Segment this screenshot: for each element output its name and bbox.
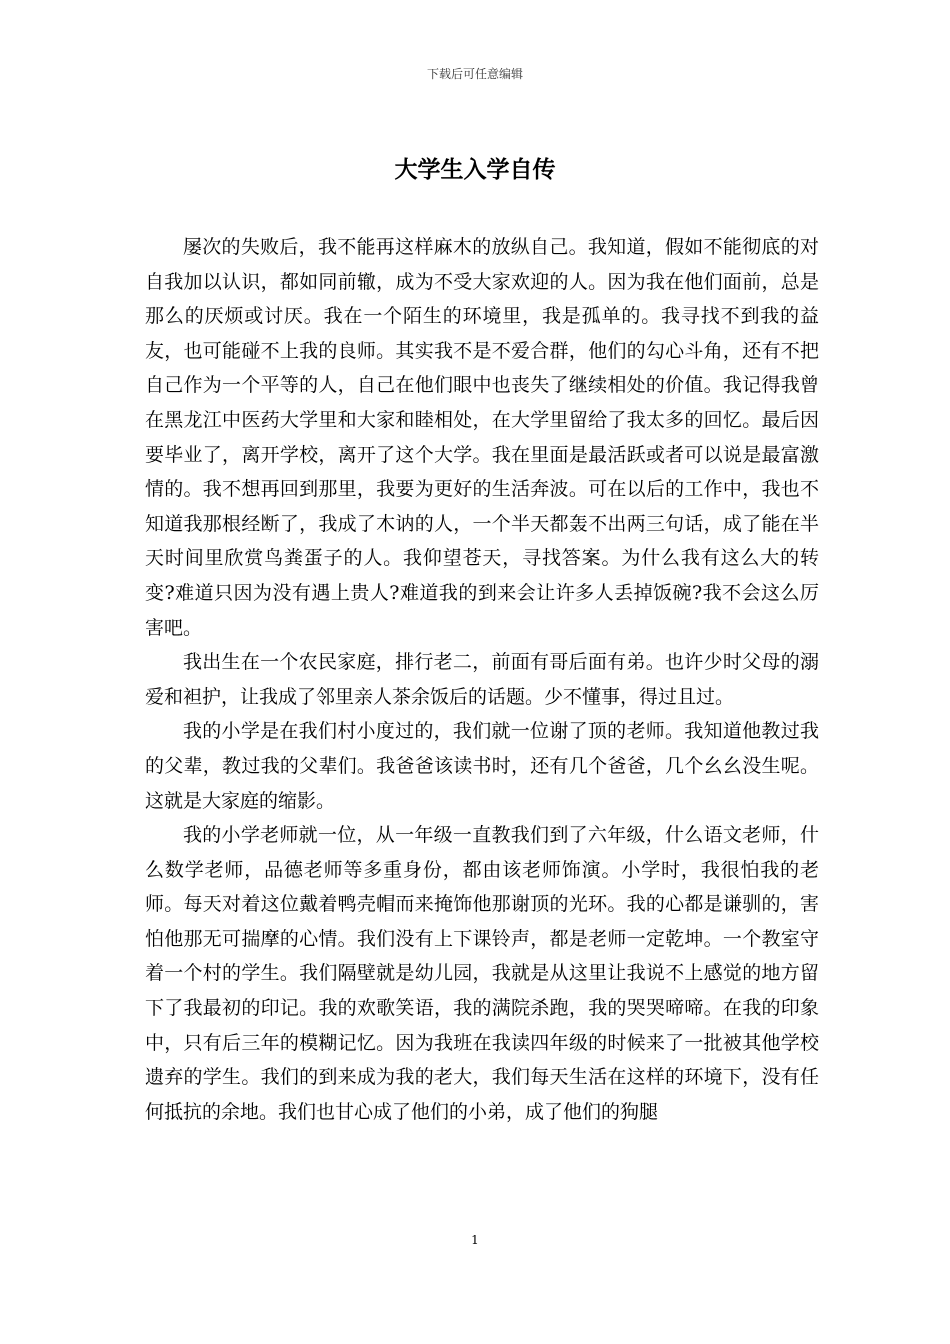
paragraph: 我出生在一个农民家庭，排行老二，前面有哥后面有弟。也许少时父母的溺爱和袒护，让我成了邻里亲人茶余饭后的话题。少不懂事，得过且过。 bbox=[145, 651, 819, 708]
page-number: 1 bbox=[471, 1233, 479, 1247]
page-header: 下载后可任意编辑 bbox=[426, 67, 523, 81]
paragraph: 我的小学是在我们村小度过的，我们就一位谢了顶的老师。我知道他教过我的父辈，教过我的父辈们。我爸爸该读书时，还有几个爸爸，几个幺幺没生呢。这就是大家庭的缩影。 bbox=[145, 720, 819, 812]
paragraph: 我的小学老师就一位，从一年级一直教我们到了六年级，什么语文老师，什么数学老师，品德老师等多重身份，都由该老师饰演。小学时，我很怕我的老师。每天对着这位戴着鸭壳帽而来掩饰他那谢顶的光环。我的心都是谦驯的，害怕他那无可揣摩的心情。我们没有上下课铃声，都是老师一定乾坤。一个教室守着一个村的学生。我们隔壁就是幼儿园，我就是从这里让我说不上感觉的地方留下了我最初的印记。我的欢歌笑语，我的满院杀跑，我的哭哭啼啼。在我的印象中，只有后三年的模糊记忆。因为我班在我读四年级的时候来了一批被其他学校遗弃的学生。我们的到来成为我的老大，我们每天生活在这样的环境下，没有任何抵抗的余地。我们也甘心成了他们的小弟，成了他们的狗腿 bbox=[145, 824, 819, 1123]
document-title: 大学生入学自传 bbox=[394, 157, 556, 183]
document-body bbox=[145, 230, 819, 1129]
paragraph: 屡次的失败后，我不能再这样麻木的放纵自己。我知道，假如不能彻底的对自我加以认识，都如同前辙，成为不受大家欢迎的人。因为我在他们面前，总是那么的厌烦或讨厌。我在一个陌生的环境里，我是孤单的。我寻找不到我的益友，也可能碰不上我的良师。其实我不是不爱合群，他们的勾心斗角，还有不把自己作为一个平等的人，自己在他们眼中也丧失了继续相处的价值。我记得我曾在黑龙江中医药大学里和大家和睦相处，在大学里留给了我太多的回忆。最后因要毕业了，离开学校，离开了这个大学。我在里面是最活跃或者可以说是最富激情的。我不想再回到那里，我要为更好的生活奔波。可在以后的工作中，我也不知道我那根经断了，我成了木讷的人，一个半天都轰不出两三句话，成了能在半天时间里欣赏鸟粪蛋子的人。我仰望苍天，寻找答案。为什么我有这么大的转变?难道只因为没有遇上贵人?难道我的到来会让许多人丢掉饭碗?我不会这么厉害吧。 bbox=[145, 236, 819, 639]
